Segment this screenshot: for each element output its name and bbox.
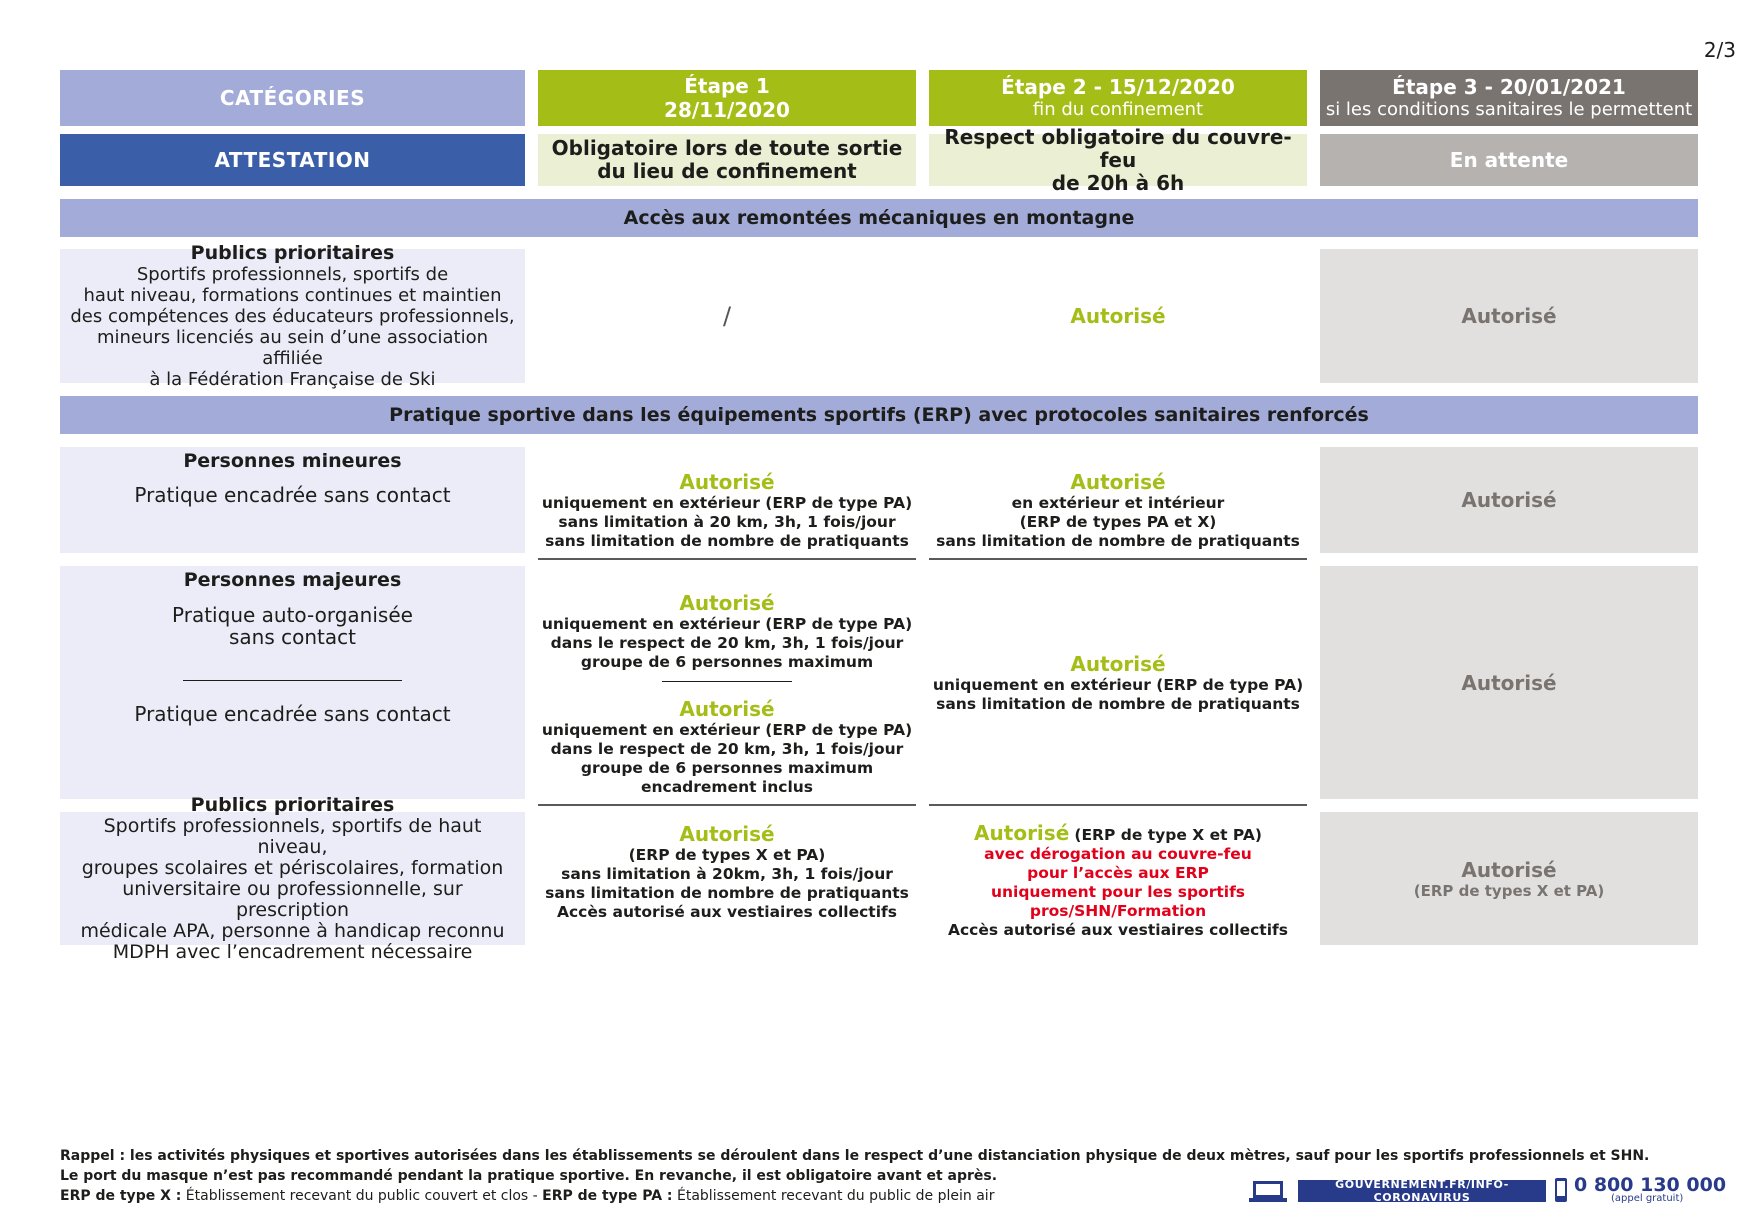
cat-line: groupes scolaires et périscolaires, formation — [81, 856, 504, 879]
majeurs-etape1-encadree-cell — [538, 697, 916, 797]
detail-line: uniquement en extérieur (ERP de type PA) — [541, 721, 913, 739]
derogation-line: pros/SHN/Formation — [1029, 901, 1207, 920]
status-autorise: Autorisé — [679, 697, 775, 721]
majeurs-etape2-cell — [929, 566, 1307, 799]
status-autorise: Autorisé — [679, 590, 775, 615]
prioritaires-etape1-cell — [538, 812, 916, 932]
cat-line: des compétences des éducateurs professionnels, — [70, 305, 515, 327]
page-number: 2/3 — [1703, 38, 1736, 62]
cat-publics-prioritaires-erp — [60, 793, 525, 963]
footer-rappel: Rappel : les activités physiques et sportives autorisées dans les établissements se déroulent dans le respect d’une distanciation physique de deux mètres, sauf pour les sportifs professionnels et SHN. — [60, 1148, 1650, 1164]
detail-line: uniquement en extérieur (ERP de type PA) — [932, 675, 1304, 694]
detail-line: groupe de 6 personnes maximum — [580, 652, 874, 671]
cat-title: Personnes mineures — [183, 450, 402, 472]
section-erp-title: Pratique sportive dans les équipements sportifs (ERP) avec protocoles sanitaires renforcés — [60, 396, 1698, 434]
detail-line: en extérieur et intérieur — [1011, 493, 1225, 512]
attestation-label: ATTESTATION — [60, 134, 525, 186]
detail-line: dans le respect de 20 km, 3h, 1 fois/jour — [550, 740, 904, 758]
erp-x-text: Établissement recevant du public couvert et clos - — [181, 1188, 543, 1204]
etape2-title: Étape 2 - 15/12/2020 — [1001, 75, 1235, 99]
cat-title: Personnes majeures — [183, 569, 402, 591]
status-autorise: Autorisé — [679, 822, 775, 846]
sub-divider — [662, 681, 792, 682]
derogation-line: uniquement pour les sportifs — [990, 882, 1246, 901]
header-etape2 — [929, 70, 1307, 126]
detail-line: sans limitation de nombre de pratiquants — [936, 531, 1300, 550]
attestation-etape2-line1: Respect obligatoire du couvre-feu — [944, 124, 1292, 172]
detail-line: encadrement inclus — [640, 778, 814, 796]
mineurs-etape1-cell — [538, 468, 916, 552]
erp-type: (ERP de types X et PA) — [1413, 881, 1605, 900]
prioritaires-etape3-cell — [1320, 812, 1698, 945]
detail-line: dans le respect de 20 km, 3h, 1 fois/jour — [550, 633, 904, 652]
majeurs-etape1-auto-cell — [538, 590, 916, 672]
row-divider — [538, 558, 916, 560]
detail-line: (ERP de types PA et X) — [1019, 512, 1217, 531]
detail-line: uniquement en extérieur (ERP de type PA) — [541, 614, 913, 633]
attestation-etape1-line2: du lieu de confinement — [597, 159, 857, 183]
status-autorise: Autorisé — [1461, 857, 1557, 882]
not-applicable-mark: / — [722, 302, 732, 330]
header-etape3 — [1320, 70, 1698, 126]
attestation-etape2-line2: de 20h à 6h — [1051, 170, 1185, 195]
gov-info-link[interactable]: GOUVERNEMENT.FR/INFO-CORONAVIRUS — [1298, 1180, 1546, 1202]
montagne-etape2-cell — [929, 249, 1307, 383]
detail-line: Accès autorisé aux vestiaires collectifs — [556, 903, 897, 921]
detail-line: sans limitation à 20 km, 3h, 1 fois/jour — [558, 512, 896, 531]
cat-line: universitaire ou professionnelle, sur prescription — [122, 877, 463, 921]
detail-line: groupe de 6 personnes maximum — [580, 759, 874, 777]
cat-title: Publics prioritaires — [190, 793, 395, 816]
hotline-note: (appel gratuit) — [1611, 1193, 1684, 1204]
attestation-etape1 — [538, 134, 916, 186]
erp-pa-label: ERP de type PA : — [542, 1188, 673, 1204]
mineurs-etape2-cell — [929, 468, 1307, 552]
status-autorise: Autorisé — [1070, 469, 1166, 494]
footer-erp-definitions — [60, 1186, 994, 1206]
cat-line: mineurs licenciés au sein d’une association affiliée — [96, 326, 489, 369]
cat-personnes-majeures — [60, 566, 525, 799]
detail-line: sans limitation à 20km, 3h, 1 fois/jour — [561, 865, 893, 883]
cat-publics-prioritaires-montagne — [60, 241, 525, 390]
section-remontees-title: Accès aux remontées mécaniques en montagne — [60, 199, 1698, 237]
header-etape1 — [538, 70, 916, 126]
attestation-etape1-line1: Obligatoire lors de toute sortie — [551, 136, 903, 160]
montagne-etape1-cell — [538, 249, 916, 383]
erp-x-label: ERP de type X : — [60, 1188, 182, 1204]
hotline-number: 0 800 130 000 — [1574, 1174, 1727, 1196]
detail-line: uniquement en extérieur (ERP de type PA) — [541, 493, 913, 512]
cat-title: Publics prioritaires — [190, 241, 395, 264]
detail-line: Accès autorisé aux vestiaires collectifs — [947, 920, 1288, 939]
attestation-etape2 — [929, 124, 1307, 195]
etape2-subtitle: fin du confinement — [1032, 99, 1204, 120]
cat-sub: Pratique encadrée sans contact — [134, 483, 451, 507]
montagne-etape3-cell: Autorisé — [1320, 249, 1698, 383]
erp-type: (ERP de type X et PA) — [1074, 825, 1262, 844]
cat-line: haut niveau, formations continues et maintien — [83, 284, 502, 306]
category-divider — [183, 680, 402, 681]
etape3-title: Étape 3 - 20/01/2021 — [1392, 75, 1626, 99]
detail-line: sans limitation de nombre de pratiquants — [936, 694, 1300, 713]
detail-line: (ERP de types X et PA) — [628, 846, 826, 864]
derogation-line: pour l’accès aux ERP — [1027, 863, 1209, 882]
cat-line: Sportifs professionnels, sportifs de — [136, 263, 449, 285]
cat-sub-auto-2: sans contact — [229, 625, 356, 649]
cat-sub-encadree: Pratique encadrée sans contact — [134, 702, 451, 726]
status-autorise: Autorisé — [1070, 304, 1166, 328]
laptop-icon — [1248, 1179, 1288, 1203]
cat-line: MDPH avec l’encadrement nécessaire — [112, 940, 473, 963]
etape3-subtitle: si les conditions sanitaires le permettent — [1325, 99, 1693, 120]
prioritaires-etape2-cell — [929, 818, 1307, 942]
row-divider — [929, 804, 1307, 806]
status-autorise: Autorisé — [679, 469, 775, 494]
erp-pa-text: Établissement recevant du public de plein air — [672, 1188, 995, 1204]
attestation-etape3: En attente — [1320, 134, 1698, 186]
cat-line: Sportifs professionnels, sportifs de haut niveau, — [103, 814, 482, 858]
cat-personnes-mineures — [60, 447, 525, 553]
etape1-date: 28/11/2020 — [664, 98, 790, 122]
cat-line: à la Fédération Française de Ski — [149, 368, 436, 390]
etape1-title: Étape 1 — [684, 74, 770, 98]
footer-masque: Le port du masque n’est pas recommandé pendant la pratique sportive. En revanche, il est obligatoire avant et après. — [60, 1168, 998, 1184]
detail-line: sans limitation de nombre de pratiquants — [545, 531, 909, 550]
derogation-line: avec dérogation au couvre-feu — [984, 844, 1252, 863]
row-divider — [929, 558, 1307, 560]
mineurs-etape3-cell: Autorisé — [1320, 447, 1698, 553]
majeurs-etape3-cell: Autorisé — [1320, 566, 1698, 799]
cat-line: médicale APA, personne à handicap reconnu — [80, 919, 505, 942]
header-categories: CATÉGORIES — [60, 70, 525, 126]
phone-icon — [1554, 1177, 1568, 1203]
status-autorise: Autorisé — [1070, 651, 1166, 676]
status-autorise: Autorisé — [974, 820, 1070, 845]
row-divider — [538, 804, 916, 806]
detail-line: sans limitation de nombre de pratiquants — [545, 884, 909, 902]
cat-sub-auto: Pratique auto-organisée — [172, 603, 413, 627]
